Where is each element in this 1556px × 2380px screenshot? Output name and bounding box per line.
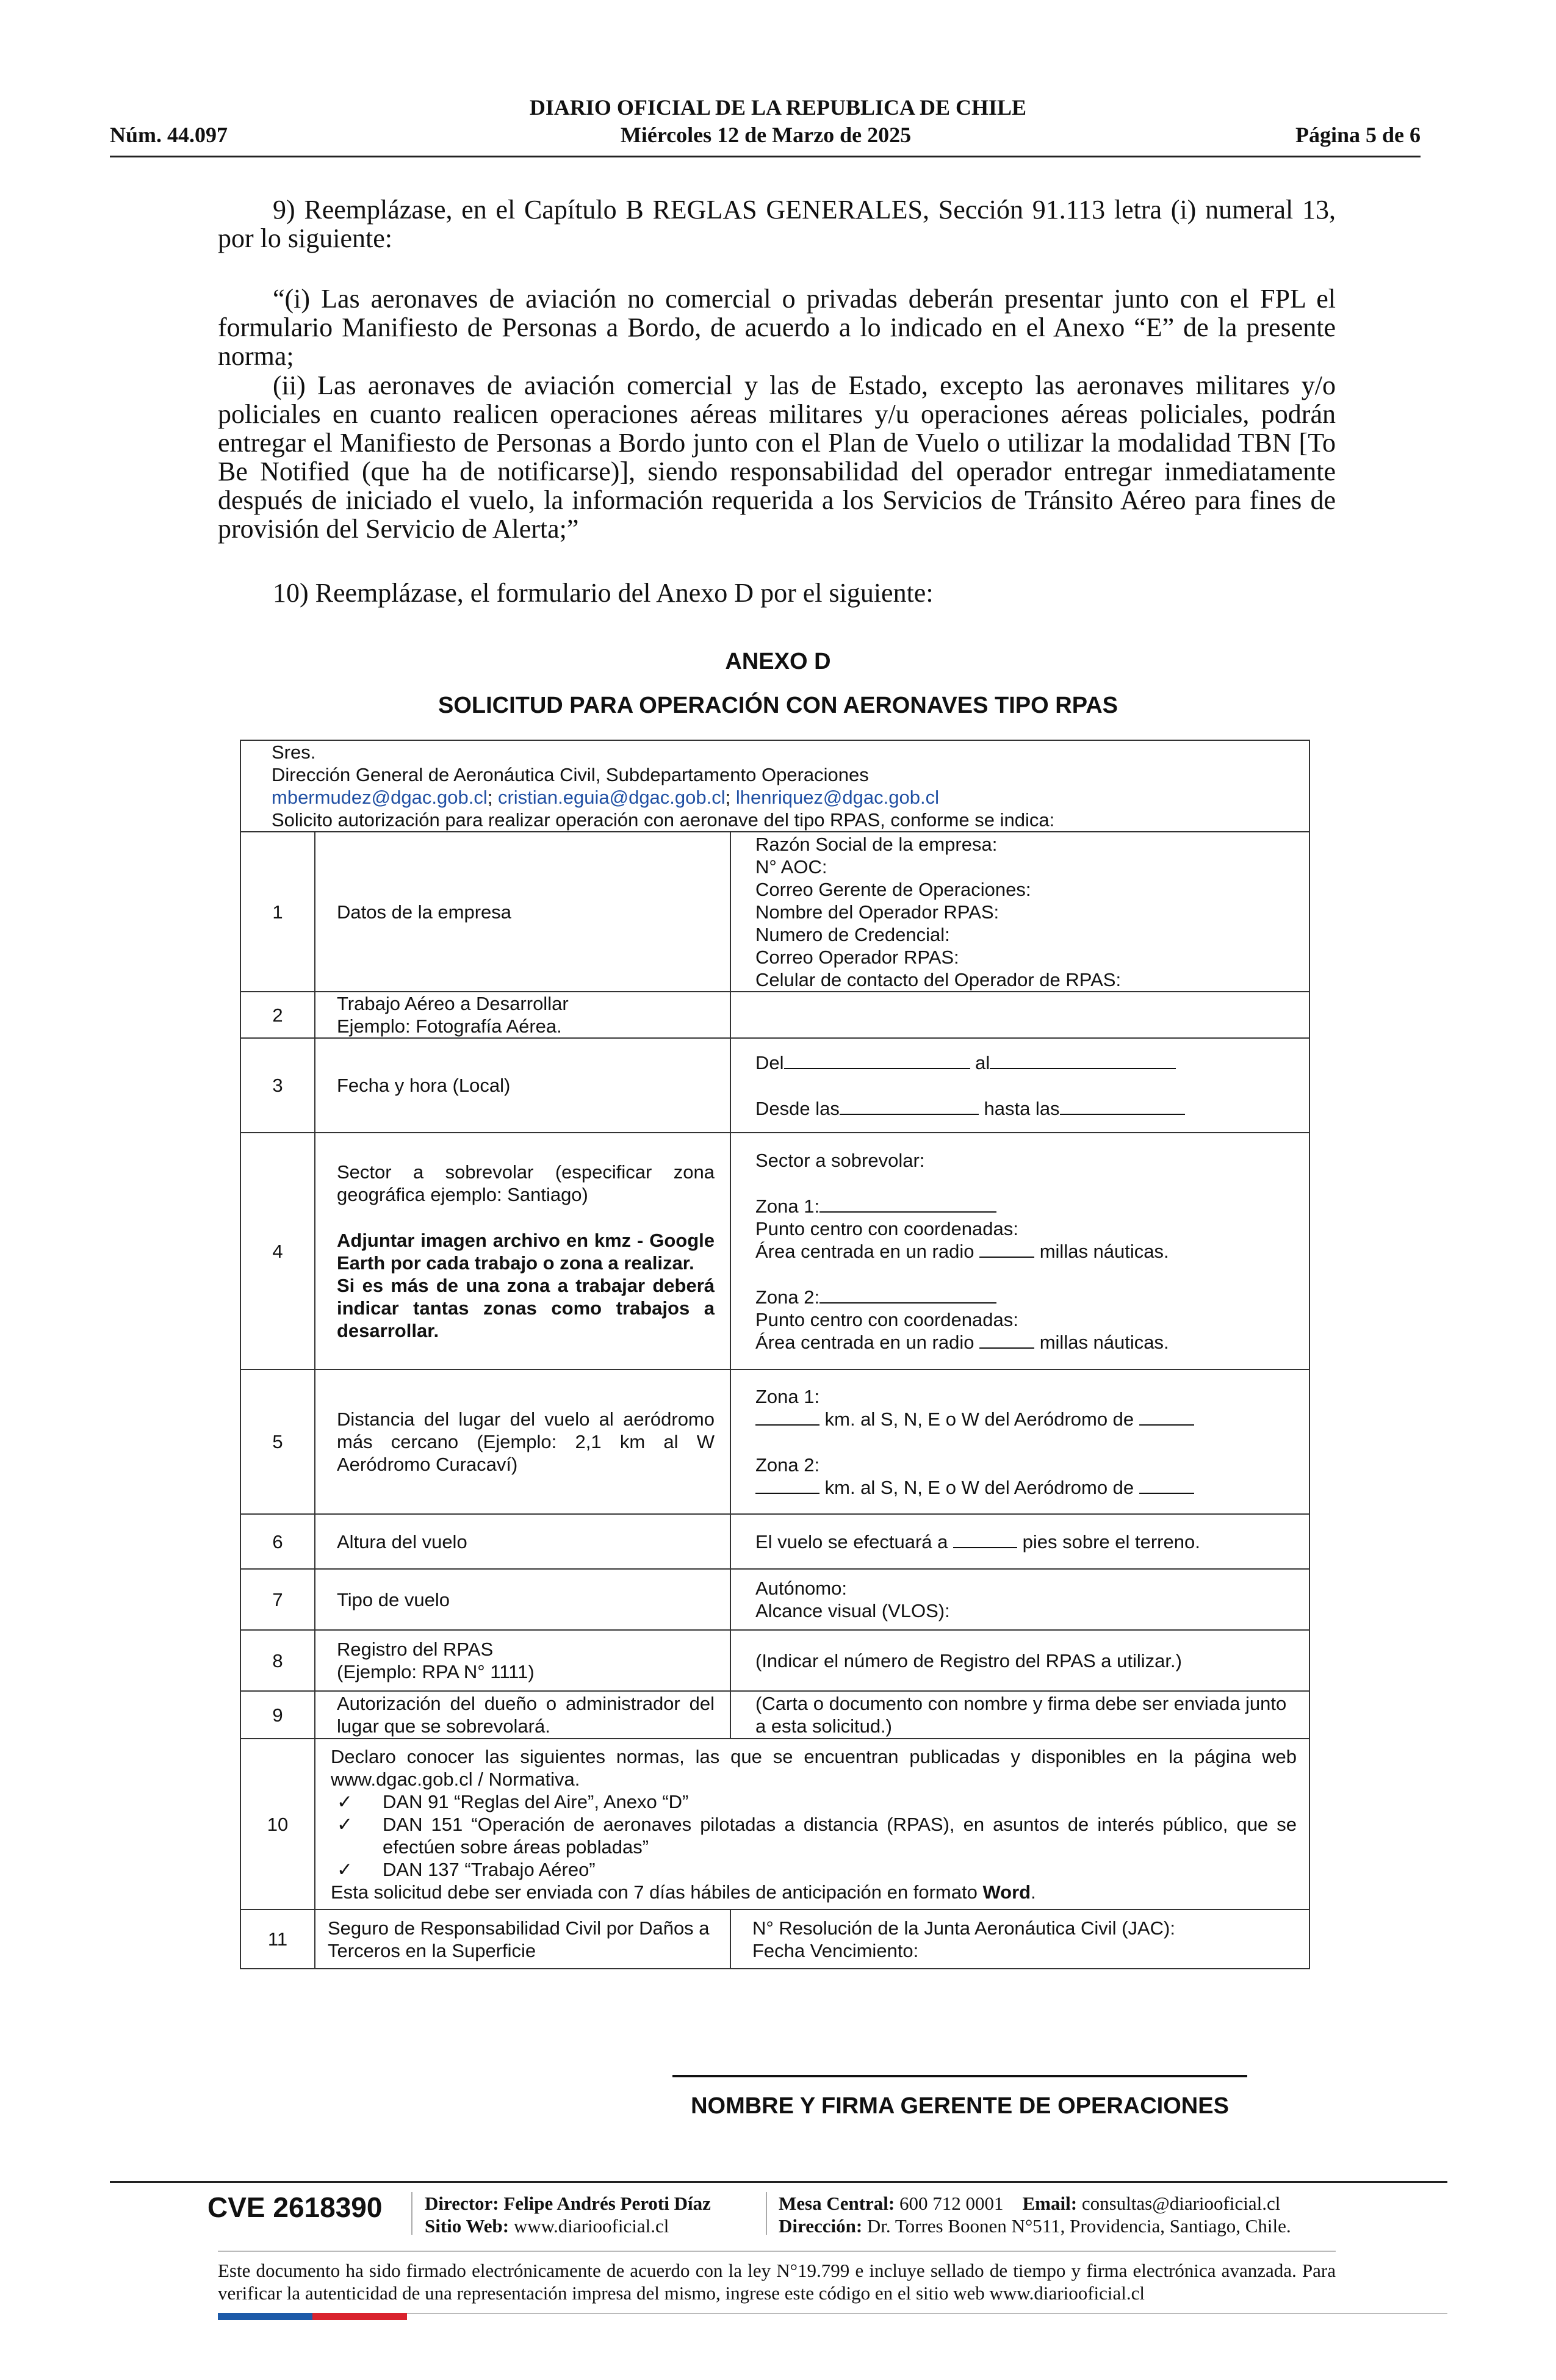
header-divider — [110, 156, 1421, 157]
norm-item — [331, 1858, 1297, 1881]
submission-text: Esta solicitud debe ser enviada con 7 días hábiles de anticipación en formato — [331, 1881, 978, 1903]
row-label — [315, 1133, 730, 1369]
intro-addressee: Dirección General de Aeronáutica Civil, Subdepartamento Operaciones — [272, 764, 869, 785]
email-label: Email: — [1022, 2193, 1078, 2214]
mesa-phone: 600 712 0001 — [899, 2193, 1004, 2214]
norm-text: DAN 137 “Trabajo Aéreo” — [383, 1858, 596, 1880]
row-label: Fecha y hora (Local) — [315, 1038, 730, 1133]
form-row-9 — [240, 1691, 1309, 1739]
field-label: N° AOC: — [755, 856, 827, 878]
form-row-7 — [240, 1569, 1309, 1630]
aerodrome-blank[interactable] — [1139, 1408, 1194, 1426]
label-text: Sector a sobrevolar (especificar zona geográfica ejemplo: Santiago) — [337, 1161, 715, 1205]
period: . — [1031, 1881, 1036, 1903]
field-label: Correo Operador RPAS: — [755, 946, 959, 968]
zona-label: Zona 2: — [755, 1286, 820, 1308]
footer-thin-divider — [218, 2251, 1336, 2252]
option-vlos: Alcance visual (VLOS): — [755, 1600, 950, 1621]
checkmark-icon: ✓ — [337, 1813, 353, 1835]
form-row-8 — [240, 1630, 1309, 1691]
date-to-blank[interactable] — [990, 1052, 1176, 1069]
row-number: 8 — [240, 1630, 315, 1691]
footer-director-block — [425, 2192, 711, 2237]
label-line: Registro del RPAS — [337, 1639, 494, 1660]
mesa-label: Mesa Central: — [779, 2193, 895, 2214]
km-blank[interactable] — [755, 1477, 819, 1494]
row-number: 5 — [240, 1369, 315, 1514]
form-row-11 — [240, 1909, 1309, 1969]
checkmark-icon: ✓ — [337, 1790, 353, 1812]
row-label: Altura del vuelo — [315, 1514, 730, 1569]
radius-blank[interactable] — [979, 1241, 1034, 1258]
altitude-unit: pies sobre el terreno. — [1022, 1531, 1200, 1552]
website-link[interactable]: www.diariooficial.cl — [513, 2215, 669, 2237]
field-label: Nombre del Operador RPAS: — [755, 901, 1000, 923]
label-bold-instruction: Si es más de una zona a trabajar deberá indicar tantas zonas como trabajos a desarrollar. — [337, 1274, 715, 1341]
km-label: km. al S, N, E o W del Aeródromo de — [824, 1408, 1134, 1430]
label-line: Trabajo Aéreo a Desarrollar — [337, 993, 569, 1014]
row-label: Seguro de Responsabilidad Civil por Daños a Terceros en la Superficie — [315, 1909, 730, 1969]
al-label: al — [975, 1051, 990, 1073]
form-row-6 — [240, 1514, 1309, 1569]
zona-label: Zona 1: — [755, 1385, 820, 1407]
flight-type-fields — [730, 1569, 1309, 1630]
authorization-field: (Carta o documento con nombre y firma debe ser enviada junto a esta solicitud.) — [730, 1691, 1309, 1739]
norm-item — [331, 1813, 1297, 1858]
form-row-3 — [240, 1038, 1309, 1133]
form-row-4 — [240, 1133, 1309, 1369]
paragraph-10: 10) Reemplázase, el formulario del Anexo D por el siguiente: — [273, 578, 934, 608]
intro-request: Solicito autorización para realizar operación con aeronave del tipo RPAS, conforme se indica: — [272, 809, 1055, 831]
checkmark-icon: ✓ — [337, 1858, 353, 1880]
radius-blank[interactable] — [979, 1332, 1034, 1349]
format-word: Word — [982, 1881, 1031, 1903]
row-label: Tipo de vuelo — [315, 1569, 730, 1630]
declaration-text: Declaro conocer las siguientes normas, las que se encuentran publicadas y disponibles en la página web www.dgac.gob.cl / Normativa. — [331, 1745, 1297, 1790]
email-separator: ; — [725, 787, 731, 808]
work-field[interactable] — [730, 992, 1309, 1038]
submission-note — [331, 1881, 1297, 1903]
form-intro-row — [240, 740, 1309, 832]
km-label: km. al S, N, E o W del Aeródromo de — [824, 1476, 1134, 1498]
row-number: 1 — [240, 832, 315, 992]
declaration-cell — [315, 1739, 1309, 1909]
footer-contact-block — [779, 2192, 1291, 2237]
newspaper-title: DIARIO OFICIAL DE LA REPUBLICA DE CHILE — [529, 95, 1027, 120]
email-separator: ; — [487, 787, 493, 808]
field-label: Celular de contacto del Operador de RPAS: — [755, 968, 1122, 990]
email-link-1[interactable]: mbermudez@dgac.gob.cl — [272, 787, 488, 808]
norm-text: DAN 91 “Reglas del Aire”, Anexo “D” — [383, 1790, 689, 1812]
field-label: Numero de Credencial: — [755, 923, 950, 945]
label-example: (Ejemplo: RPA N° 1111) — [337, 1661, 535, 1682]
paragraph-i: “(i) Las aeronaves de aviación no comercial o privadas deberán presentar junto con el FPL el formulario Manifiesto de Personas a Bordo, de acuerdo a lo indicado en el Anexo “E” de la presente norma; — [218, 284, 1336, 371]
paragraph-ii: (ii) Las aeronaves de aviación comercial y las de Estado, excepto las aeronaves militares y/o policiales en cuanto realicen operaciones aéreas militares y/u operaciones aéreas policiales, podrán entregar el Manifiesto de Personas a Bordo junto con el Plan de Vuelo o utilizar la modalidad TBN [To Be Notified (que ha de notificarse)], siendo responsabilidad del operador entregar inmediatamente después de iniciado el vuelo, la información requerida a los Servicios de Tránsito Aéreo para fines de provisión del Servicio de Alerta;” — [218, 370, 1336, 544]
row-number: 9 — [240, 1691, 315, 1739]
label-bold-instruction: Adjuntar imagen archivo en kmz - Google Earth por cada trabajo o zona a realizar. — [337, 1229, 715, 1274]
flag-stripe-blue — [218, 2313, 312, 2320]
row-number: 3 — [240, 1038, 315, 1133]
issue-number: Núm. 44.097 — [110, 123, 228, 147]
address-label: Dirección: — [779, 2215, 863, 2237]
altitude-label: El vuelo se efectuará a — [755, 1531, 948, 1552]
zona-label: Zona 1: — [755, 1195, 820, 1217]
zona-blank[interactable] — [819, 1286, 996, 1304]
altitude-blank[interactable] — [953, 1531, 1017, 1548]
time-from-blank[interactable] — [840, 1098, 979, 1115]
form-row-5 — [240, 1369, 1309, 1514]
web-label: Sitio Web: — [425, 2215, 510, 2237]
footer-separator — [411, 2192, 412, 2235]
electronic-signature-note: Este documento ha sido firmado electrónicamente de acuerdo con la ley N°19.799 e incluye sellado de tiempo y firma electrónica avanzada. Para verificar la autenticidad de una representación impresa del mismo, ingrese este código en el sitio web www.diariooficial.cl — [218, 2260, 1336, 2304]
form-row-2 — [240, 992, 1309, 1038]
area-label: Área centrada en un radio — [755, 1331, 974, 1353]
field-label: Razón Social de la empresa: — [755, 833, 998, 855]
row-number: 2 — [240, 992, 315, 1038]
expiry-label: Fecha Vencimiento: — [752, 1939, 919, 1961]
distance-fields — [730, 1369, 1309, 1514]
punto-label: Punto centro con coordenadas: — [755, 1217, 1018, 1239]
form-row-10 — [240, 1739, 1309, 1909]
hasta-label: hasta las — [984, 1097, 1060, 1119]
cve-code: CVE 2618390 — [207, 2191, 383, 2223]
row-label — [315, 992, 730, 1038]
signature-line — [672, 2075, 1247, 2077]
km-blank[interactable] — [755, 1408, 819, 1426]
date-from-blank[interactable] — [784, 1052, 970, 1069]
row-label: Autorización del dueño o administrador del lugar que se sobrevolará. — [315, 1691, 730, 1739]
email-link-2[interactable]: cristian.eguia@dgac.gob.cl — [497, 787, 726, 808]
address-text: Dr. Torres Boonen N°511, Providencia, Santiago, Chile. — [866, 2215, 1291, 2237]
registry-field: (Indicar el número de Registro del RPAS a utilizar.) — [730, 1630, 1309, 1691]
sector-fields — [730, 1133, 1309, 1369]
flag-stripe-red — [312, 2313, 407, 2320]
field-label: Correo Gerente de Operaciones: — [755, 878, 1031, 900]
area-unit: millas náuticas. — [1039, 1240, 1169, 1262]
row-number: 6 — [240, 1514, 315, 1569]
director-name: Felipe Andrés Peroti Díaz — [503, 2193, 711, 2214]
director-label: Director: — [425, 2193, 499, 2214]
del-label: Del — [755, 1051, 784, 1073]
intro-greeting: Sres. — [272, 741, 316, 763]
row-label: Datos de la empresa — [315, 832, 730, 992]
insurance-fields — [730, 1909, 1309, 1969]
row-number: 10 — [240, 1739, 315, 1909]
issue-date: Miércoles 12 de Marzo de 2025 — [620, 123, 912, 147]
aerodrome-blank[interactable] — [1139, 1477, 1194, 1494]
footer-separator — [766, 2192, 767, 2235]
area-unit: millas náuticas. — [1039, 1331, 1169, 1353]
footer-divider — [110, 2181, 1447, 2183]
altitude-field — [730, 1514, 1309, 1569]
page-number: Página 5 de 6 — [1295, 123, 1421, 147]
rpas-request-form — [240, 740, 1309, 1969]
row-number: 4 — [240, 1133, 315, 1369]
zona-label: Zona 2: — [755, 1454, 820, 1476]
area-label: Área centrada en un radio — [755, 1240, 974, 1262]
date-fields — [730, 1038, 1309, 1133]
annex-title: ANEXO D — [725, 649, 831, 674]
signature-label: NOMBRE Y FIRMA GERENTE DE OPERACIONES — [691, 2093, 1229, 2119]
paragraph-9: 9) Reemplázase, en el Capítulo B REGLAS GENERALES, Sección 91.113 letra (i) numeral 13, por lo siguiente: — [218, 195, 1336, 253]
intro-emails — [272, 786, 1309, 809]
zona-blank[interactable] — [819, 1195, 996, 1213]
row-label — [315, 1630, 730, 1691]
label-example: Ejemplo: Fotografía Aérea. — [337, 1015, 562, 1037]
row-number: 11 — [240, 1909, 315, 1969]
form-row-1 — [240, 832, 1309, 992]
punto-label: Punto centro con coordenadas: — [755, 1308, 1018, 1330]
time-to-blank[interactable] — [1060, 1098, 1185, 1115]
option-autonomo: Autónomo: — [755, 1578, 847, 1599]
jac-resolution-label: N° Resolución de la Junta Aeronáutica Civil (JAC): — [752, 1917, 1175, 1939]
sector-label: Sector a sobrevolar: — [755, 1149, 925, 1171]
norm-item — [331, 1790, 1297, 1813]
row-label: Distancia del lugar del vuelo al aeródromo más cercano (Ejemplo: 2,1 km al W Aeródromo Curacaví) — [315, 1369, 730, 1514]
desde-label: Desde las — [755, 1097, 840, 1119]
row-number: 7 — [240, 1569, 315, 1630]
contact-email-link[interactable]: consultas@diariooficial.cl — [1081, 2193, 1281, 2214]
annex-subtitle: SOLICITUD PARA OPERACIÓN CON AERONAVES TIPO RPAS — [438, 693, 1118, 718]
email-link-3[interactable]: lhenriquez@dgac.gob.cl — [735, 787, 939, 808]
norm-text: DAN 151 “Operación de aeronaves pilotadas a distancia (RPAS), en asuntos de interés público, que se efectúen sobre áreas pobladas” — [383, 1813, 1297, 1858]
company-fields — [730, 832, 1309, 992]
